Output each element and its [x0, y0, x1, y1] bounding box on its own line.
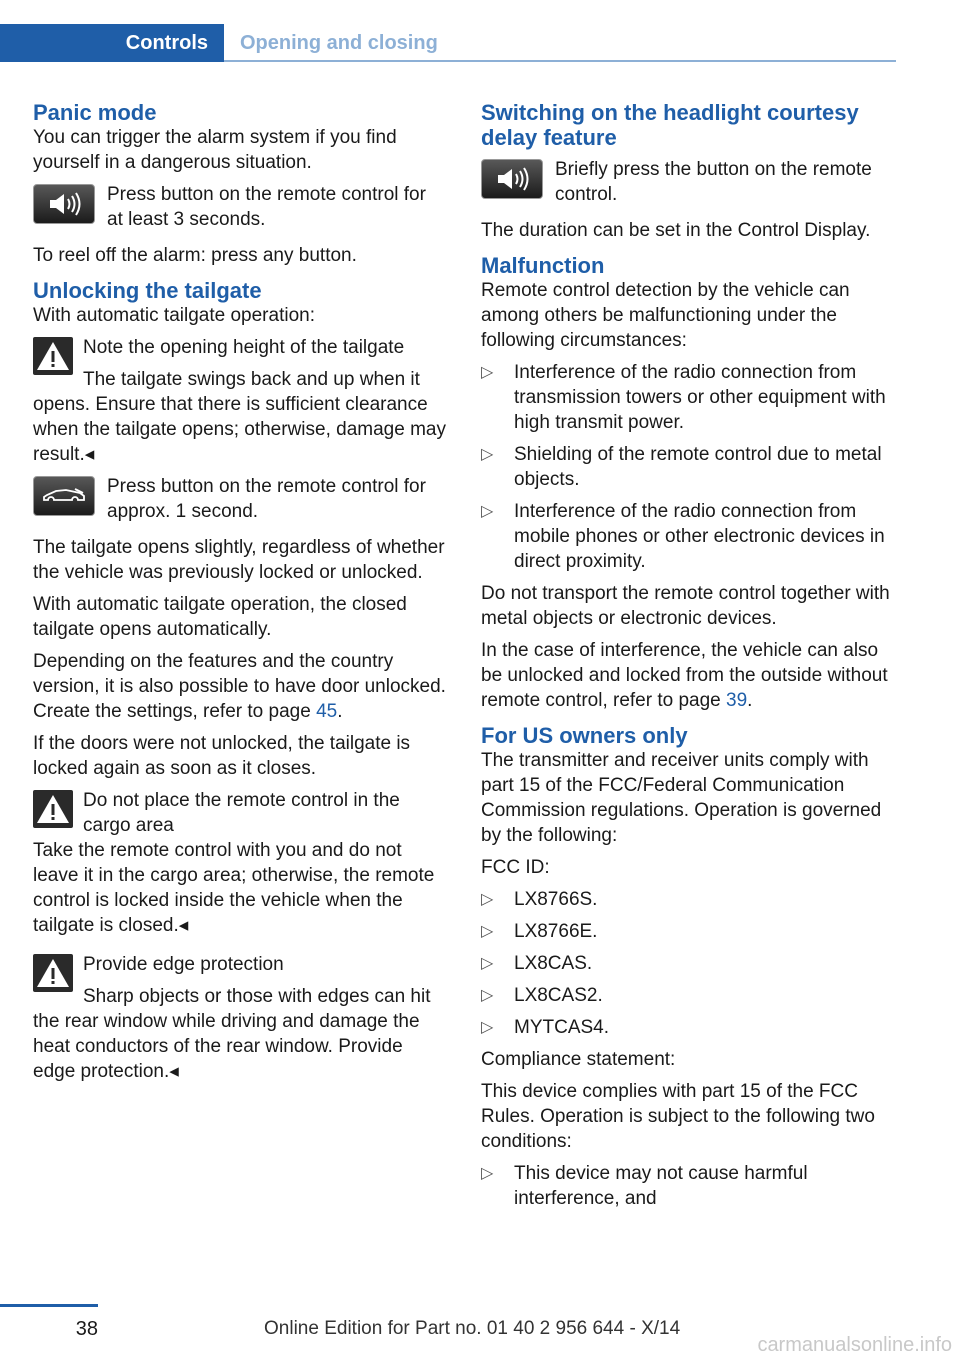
page-link-39[interactable]: 39	[726, 690, 748, 711]
headlight-instruction-text: Briefly press the button on the remote control.	[555, 159, 872, 205]
malfunction-heading: Malfunction	[481, 253, 605, 278]
header-rule	[224, 60, 896, 62]
fcc-id-list	[481, 887, 895, 1040]
panic-instruction-text: Press button on the remote control for at least 3 seconds.	[107, 184, 426, 230]
bullet-triangle-icon: ▷	[481, 1019, 494, 1036]
list-item: ▷ LX8766E.	[481, 921, 598, 942]
tailgate-p2: With automatic tailgate operation, the closed tailgate opens automatically.	[33, 594, 407, 640]
bullet-triangle-icon: ▷	[481, 503, 494, 520]
warning-icon	[33, 337, 73, 375]
headlight-heading: Switching on the headlight courtesy delay feature	[481, 100, 859, 150]
malfunction-p1: Do not transport the remote control together with metal objects or electronic devices.	[481, 583, 890, 629]
page-header	[0, 24, 896, 62]
headlight-button-icon	[481, 159, 543, 199]
page-number: 38	[75, 1318, 98, 1340]
malfunction-p2: In the case of interference, the vehicle can also be unlocked and locked from the outside without remote control, refer to page 39.	[481, 640, 888, 711]
panic-intro: You can trigger the alarm system if you find yourself in a dangerous situation.	[33, 127, 397, 173]
headlight-duration: The duration can be set in the Control Display.	[481, 220, 871, 241]
warning-text: Take the remote control with you and do not leave it in the cargo area; otherwise, the remote control is locked inside the vehicle when the tailgate is closed.◂	[33, 840, 435, 936]
us-intro: The transmitter and receiver units comply with part 15 of the FCC/Federal Communication Commission regulations. Operation is governed by the following:	[481, 750, 882, 846]
tailgate-instruction	[33, 474, 447, 524]
warning-edge-protection	[33, 952, 447, 1084]
left-column	[33, 100, 447, 1091]
bullet-triangle-icon: ▷	[481, 1165, 494, 1182]
list-item: ▷ LX8CAS2.	[481, 985, 603, 1006]
malfunction-intro: Remote control detection by the vehicle can among others be malfunctioning under the following circumstances:	[481, 280, 850, 351]
tailgate-p1: The tailgate opens slightly, regardless of whether the vehicle was previously locked or unlocked.	[33, 537, 445, 583]
panic-button-icon	[33, 184, 95, 224]
conditions-list	[481, 1161, 895, 1211]
fcc-label: FCC ID:	[481, 857, 550, 878]
right-column	[481, 100, 895, 1218]
us-owners-heading: For US owners only	[481, 723, 688, 748]
list-item: ▷ MYTCAS4.	[481, 1017, 610, 1038]
warning-text: The tailgate swings back and up when it opens. Ensure that there is sufficient clearance when the tailgate opens; otherwise, damage may result.◂	[33, 369, 446, 465]
compliance-text: This device complies with part 15 of the FCC Rules. Operation is subject to the following two conditions:	[481, 1081, 875, 1152]
tailgate-button-icon	[33, 476, 95, 516]
list-item: ▷ Shielding of the remote control due to metal objects.	[481, 444, 882, 490]
warning-icon	[33, 790, 73, 828]
list-item: ▷ This device may not cause harmful interference, and	[481, 1163, 808, 1209]
malfunction-list	[481, 360, 895, 574]
bullet-triangle-icon: ▷	[481, 364, 494, 381]
tailgate-p4: If the doors were not unlocked, the tailgate is locked again as soon as it closes.	[33, 733, 411, 779]
list-item: ▷ LX8766S.	[481, 889, 598, 910]
tailgate-instruction-text: Press button on the remote control for approx. 1 second.	[107, 476, 426, 522]
tailgate-p3: Depending on the features and the country version, it is also possible to have door unlocked. Create the settings, refer to page 45.	[33, 651, 446, 722]
section-tab: Controls	[0, 24, 224, 62]
list-item: ▷ LX8CAS.	[481, 953, 593, 974]
tailgate-heading: Unlocking the tailgate	[33, 278, 262, 303]
list-item: ▷ Interference of the radio connection from mobile phones or other electronic devices in direct proximity.	[481, 501, 885, 572]
subsection-tab: Opening and closing	[240, 31, 438, 54]
panic-mode-heading: Panic mode	[33, 100, 157, 125]
bullet-triangle-icon: ▷	[481, 955, 494, 972]
list-item: ▷ Interference of the radio connection from transmission towers or other equipment with high transmit power.	[481, 362, 886, 433]
warning-title: Note the opening height of the tailgate	[83, 337, 405, 358]
warning-title: Do not place the remote control in the cargo area	[83, 790, 400, 836]
edition-text: Online Edition for Part no. 01 40 2 956 644 - X/14	[264, 1318, 681, 1339]
tailgate-intro: With automatic tailgate operation:	[33, 305, 315, 326]
warning-opening-height	[33, 335, 447, 467]
panic-reel: To reel off the alarm: press any button.	[33, 245, 357, 266]
page-link-45[interactable]: 45	[316, 701, 338, 722]
bullet-triangle-icon: ▷	[481, 987, 494, 1004]
compliance-label: Compliance statement:	[481, 1049, 676, 1070]
bullet-triangle-icon: ▷	[481, 891, 494, 908]
warning-cargo-area	[33, 788, 447, 938]
warning-text: Sharp objects or those with edges can hit the rear window while driving and damage the heat conductors of the rear window. Provide edge protection.◂	[33, 986, 431, 1082]
warning-title: Provide edge protection	[83, 954, 284, 975]
bullet-triangle-icon: ▷	[481, 923, 494, 940]
bullet-triangle-icon: ▷	[481, 446, 494, 463]
headlight-instruction	[481, 157, 895, 207]
warning-icon	[33, 954, 73, 992]
watermark: carmanualsonline.info	[757, 1334, 952, 1356]
footer-rule	[0, 1304, 98, 1307]
panic-instruction	[33, 182, 447, 232]
